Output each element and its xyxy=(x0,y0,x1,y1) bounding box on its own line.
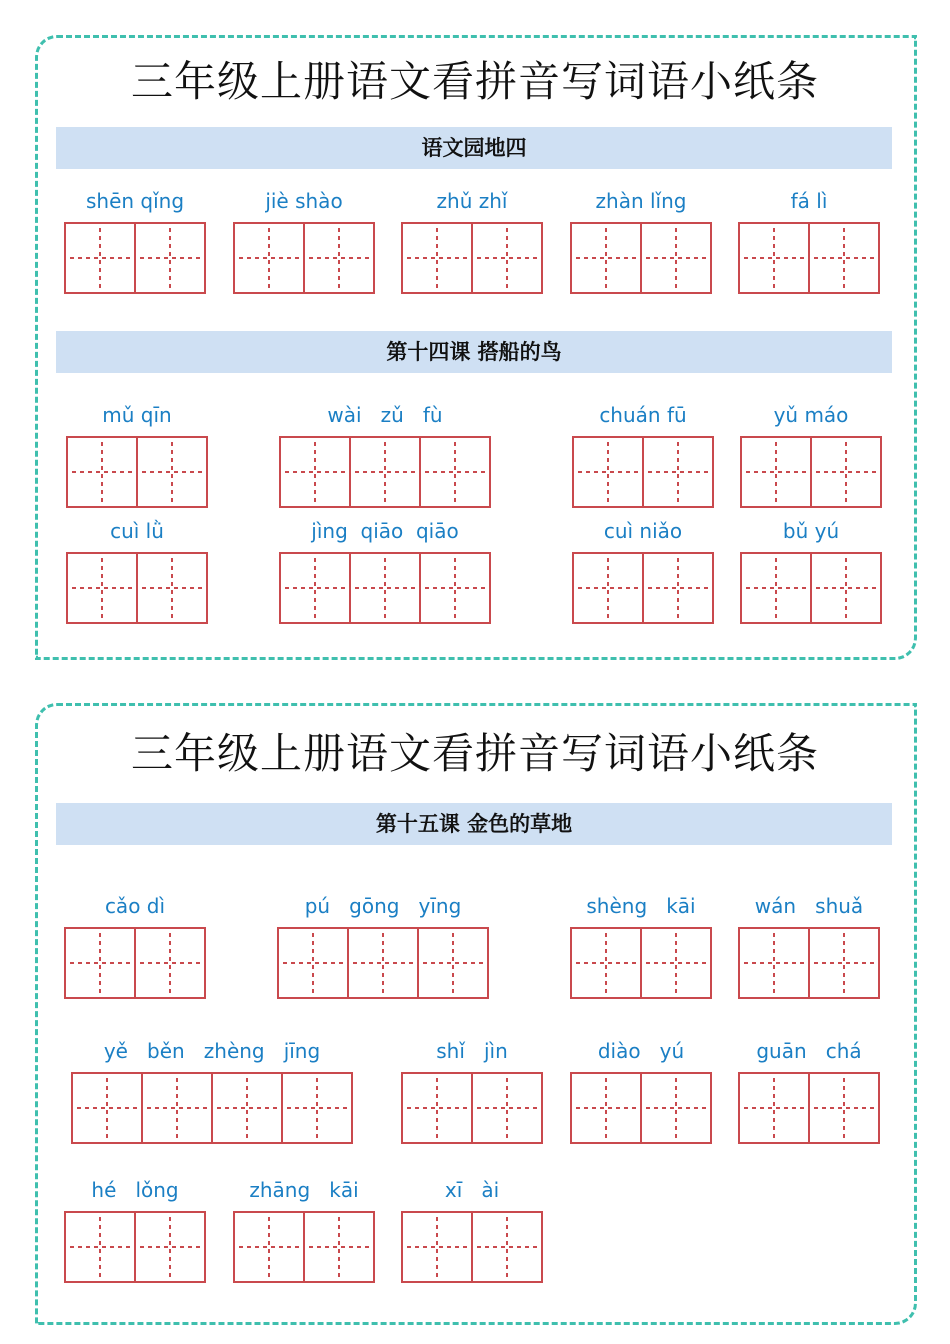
tianzige-cell[interactable] xyxy=(66,552,138,624)
tianzige-boxes[interactable] xyxy=(738,1072,880,1144)
tianzige-boxes[interactable] xyxy=(572,436,714,508)
tianzige-cell[interactable] xyxy=(401,222,473,294)
tianzige-boxes[interactable] xyxy=(233,1211,375,1283)
tianzige-cell[interactable] xyxy=(211,1072,283,1144)
pinyin-label: pú gōng yīng xyxy=(304,894,462,918)
word-item xyxy=(233,1177,375,1283)
tianzige-cell[interactable] xyxy=(419,436,491,508)
tianzige-boxes[interactable] xyxy=(66,436,208,508)
word-item xyxy=(738,188,880,294)
word-item xyxy=(66,518,208,624)
tianzige-cell[interactable] xyxy=(570,927,642,999)
pinyin-label: cuì niǎo xyxy=(603,519,683,543)
word-item xyxy=(66,402,208,508)
pinyin-label: zhāng kāi xyxy=(249,1178,359,1202)
tianzige-cell[interactable] xyxy=(281,1072,353,1144)
tianzige-cell[interactable] xyxy=(303,1211,375,1283)
word-item xyxy=(279,518,491,624)
word-item xyxy=(740,402,882,508)
pinyin-label: jiè shào xyxy=(265,189,343,213)
word-item xyxy=(570,1038,712,1144)
pinyin-label: yě běn zhèng jīng xyxy=(103,1039,321,1063)
tianzige-boxes[interactable] xyxy=(570,1072,712,1144)
pinyin-label: wán shuǎ xyxy=(754,894,864,918)
tianzige-cell[interactable] xyxy=(738,1072,810,1144)
pinyin-label: guān chá xyxy=(756,1039,862,1063)
tianzige-cell[interactable] xyxy=(401,1211,473,1283)
tianzige-cell[interactable] xyxy=(570,1072,642,1144)
tianzige-cell[interactable] xyxy=(572,552,644,624)
word-item xyxy=(279,402,491,508)
tianzige-cell[interactable] xyxy=(233,1211,305,1283)
pinyin-label: zhǔ zhǐ xyxy=(436,189,508,213)
tianzige-boxes[interactable] xyxy=(572,552,714,624)
word-item xyxy=(401,1038,543,1144)
tianzige-boxes[interactable] xyxy=(738,222,880,294)
tianzige-boxes[interactable] xyxy=(738,927,880,999)
tianzige-boxes[interactable] xyxy=(233,222,375,294)
word-item xyxy=(233,188,375,294)
tianzige-cell[interactable] xyxy=(349,436,421,508)
tianzige-cell[interactable] xyxy=(233,222,305,294)
word-item xyxy=(401,1177,543,1283)
word-item xyxy=(401,188,543,294)
section-heading: 语文园地四 xyxy=(56,127,892,169)
tianzige-cell[interactable] xyxy=(640,222,712,294)
pinyin-label: cuì lǜ xyxy=(110,519,164,543)
tianzige-cell[interactable] xyxy=(277,927,349,999)
tianzige-cell[interactable] xyxy=(141,1072,213,1144)
tianzige-boxes[interactable] xyxy=(570,927,712,999)
tianzige-boxes[interactable] xyxy=(71,1072,353,1144)
tianzige-boxes[interactable] xyxy=(570,222,712,294)
pinyin-label: chuán fū xyxy=(599,403,687,427)
section-heading: 第十五课 金色的草地 xyxy=(56,803,892,845)
tianzige-boxes[interactable] xyxy=(401,1211,543,1283)
section-heading: 第十四课 搭船的鸟 xyxy=(56,331,892,373)
tianzige-boxes[interactable] xyxy=(64,222,206,294)
tianzige-boxes[interactable] xyxy=(279,552,491,624)
tianzige-cell[interactable] xyxy=(471,222,543,294)
tianzige-cell[interactable] xyxy=(134,1211,206,1283)
tianzige-cell[interactable] xyxy=(136,552,208,624)
tianzige-cell[interactable] xyxy=(740,436,812,508)
tianzige-cell[interactable] xyxy=(471,1072,543,1144)
tianzige-boxes[interactable] xyxy=(740,552,882,624)
tianzige-cell[interactable] xyxy=(303,222,375,294)
tianzige-cell[interactable] xyxy=(808,927,880,999)
tianzige-cell[interactable] xyxy=(64,1211,136,1283)
tianzige-boxes[interactable] xyxy=(740,436,882,508)
tianzige-cell[interactable] xyxy=(419,552,491,624)
pinyin-label: zhàn lǐng xyxy=(595,189,687,213)
tianzige-cell[interactable] xyxy=(417,927,489,999)
tianzige-cell[interactable] xyxy=(471,1211,543,1283)
tianzige-cell[interactable] xyxy=(810,552,882,624)
word-item xyxy=(570,893,712,999)
tianzige-cell[interactable] xyxy=(279,436,351,508)
word-item xyxy=(740,518,882,624)
tianzige-cell[interactable] xyxy=(572,436,644,508)
tianzige-cell[interactable] xyxy=(64,222,136,294)
tianzige-cell[interactable] xyxy=(66,436,138,508)
tianzige-cell[interactable] xyxy=(738,222,810,294)
tianzige-cell[interactable] xyxy=(808,222,880,294)
pinyin-label: xī ài xyxy=(444,1178,500,1202)
tianzige-cell[interactable] xyxy=(642,552,714,624)
pinyin-label: fá lì xyxy=(790,189,828,213)
tianzige-boxes[interactable] xyxy=(401,222,543,294)
tianzige-boxes[interactable] xyxy=(64,1211,206,1283)
tianzige-cell[interactable] xyxy=(64,927,136,999)
word-item xyxy=(570,188,712,294)
pinyin-label: shēn qǐng xyxy=(85,189,185,213)
tianzige-cell[interactable] xyxy=(640,927,712,999)
tianzige-boxes[interactable] xyxy=(279,436,491,508)
pinyin-label: wài zǔ fù xyxy=(327,403,443,427)
pinyin-label: yǔ máo xyxy=(773,403,849,427)
word-item xyxy=(71,1038,353,1144)
pinyin-label: hé lǒng xyxy=(91,1178,179,1202)
tianzige-boxes[interactable] xyxy=(66,552,208,624)
tianzige-boxes[interactable] xyxy=(401,1072,543,1144)
tianzige-cell[interactable] xyxy=(136,436,208,508)
tianzige-cell[interactable] xyxy=(810,436,882,508)
word-item xyxy=(738,893,880,999)
pinyin-label: shèng kāi xyxy=(586,894,696,918)
tianzige-cell[interactable] xyxy=(570,222,642,294)
worksheet-title: 三年级上册语文看拼音写词语小纸条 xyxy=(130,729,819,778)
pinyin-label: diào yú xyxy=(597,1039,685,1063)
tianzige-cell[interactable] xyxy=(349,552,421,624)
tianzige-cell[interactable] xyxy=(640,1072,712,1144)
pinyin-label: shǐ jìn xyxy=(436,1039,508,1063)
word-item xyxy=(64,1177,206,1283)
tianzige-cell[interactable] xyxy=(134,927,206,999)
pinyin-label: bǔ yú xyxy=(782,519,840,543)
tianzige-cell[interactable] xyxy=(740,552,812,624)
tianzige-cell[interactable] xyxy=(738,927,810,999)
word-item xyxy=(572,518,714,624)
worksheet-title: 三年级上册语文看拼音写词语小纸条 xyxy=(130,57,819,106)
word-item xyxy=(64,893,206,999)
pinyin-label: jìng qiāo qiāo xyxy=(311,519,459,543)
tianzige-cell[interactable] xyxy=(642,436,714,508)
word-item xyxy=(64,188,206,294)
tianzige-cell[interactable] xyxy=(134,222,206,294)
word-item xyxy=(277,893,489,999)
pinyin-label: mǔ qīn xyxy=(102,403,172,427)
tianzige-cell[interactable] xyxy=(279,552,351,624)
tianzige-cell[interactable] xyxy=(401,1072,473,1144)
word-item xyxy=(738,1038,880,1144)
tianzige-boxes[interactable] xyxy=(277,927,489,999)
pinyin-label: cǎo dì xyxy=(104,894,166,918)
tianzige-boxes[interactable] xyxy=(64,927,206,999)
word-item xyxy=(572,402,714,508)
tianzige-cell[interactable] xyxy=(808,1072,880,1144)
tianzige-cell[interactable] xyxy=(71,1072,143,1144)
tianzige-cell[interactable] xyxy=(347,927,419,999)
